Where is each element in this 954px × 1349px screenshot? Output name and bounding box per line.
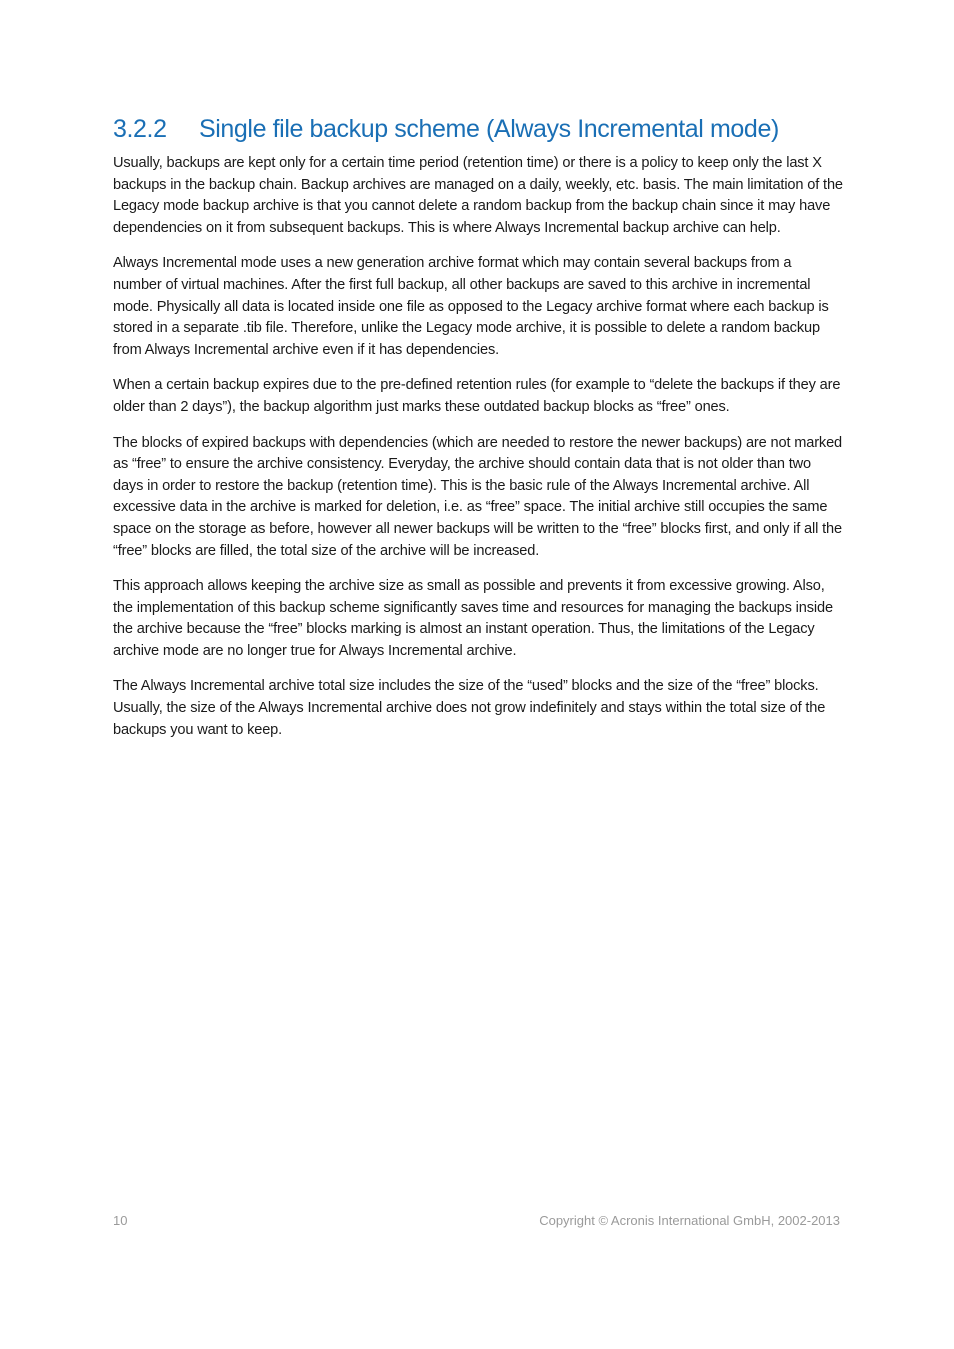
paragraph: Usually, backups are kept only for a certain time period (retention time) or there is a policy to keep only the last X backups in the backup chain. Backup archives are managed on a daily, weekly, etc. basis. The main limitation of the Legacy mode backup archive is that you cannot delete a random backup from the backup chain since it may have dependencies on it from subsequent backups. This is where Always Incremental backup archive can help.: [113, 155, 843, 236]
section-body: [113, 153, 843, 755]
footer-page-number: 10: [113, 1213, 128, 1228]
paragraph: The Always Incremental archive total size includes the size of the “used” blocks and the size of the “free” blocks. Usually, the size of the Always Incremental archive does not grow indefinitely and stays within the total size of the backups you want to keep.: [113, 678, 826, 738]
paragraph: Always Incremental mode uses a new generation archive format which may contain several backups from a number of virtual machines. After the first full backup, all other backups are saved to this archive in incremental mode. Physically all data is located inside one file as opposed to the Legacy archive format where each backup is stored in a separate .tib file. Therefore, unlike the Legacy mode archive, it is possible to delete a random backup from Always Incremental archive even if it has dependencies.: [113, 255, 829, 358]
paragraph: When a certain backup expires due to the pre-defined retention rules (for example to “delete the backups if they are older than 2 days”), the backup algorithm just marks these outdated backup blocks as “free” ones.: [113, 377, 841, 415]
section-title: Single file backup scheme (Always Incremental mode): [199, 115, 779, 143]
section-heading: [113, 112, 853, 146]
paragraph: The blocks of expired backups with dependencies (which are needed to restore the newer backups) are not marked as “free” to ensure the archive consistency. Everyday, the archive should contain data that is not older than two days in order to restore the backup (retention time). This is the basic rule of the Always Incremental archive. All excessive data in the archive is marked for deletion, i.e. as “free” space. The initial archive still occupies the same space on the storage as before, however all newer backups will be written to the “free” blocks first, and only if all the “free” blocks are filled, the total size of the archive will be increased.: [113, 434, 843, 559]
footer-copyright: Copyright © Acronis International GmbH, 2002-2013: [539, 1213, 840, 1228]
section-number: 3.2.2: [113, 115, 167, 143]
paragraph: This approach allows keeping the archive size as small as possible and prevents it from excessive growing. Also, the implementation of this backup scheme significantly saves time and resources for managing the backups inside the archive because the “free” blocks marking is almost an instant operation. Thus, the limitations of the Legacy archive mode are no longer true for Always Incremental archive.: [113, 578, 833, 659]
